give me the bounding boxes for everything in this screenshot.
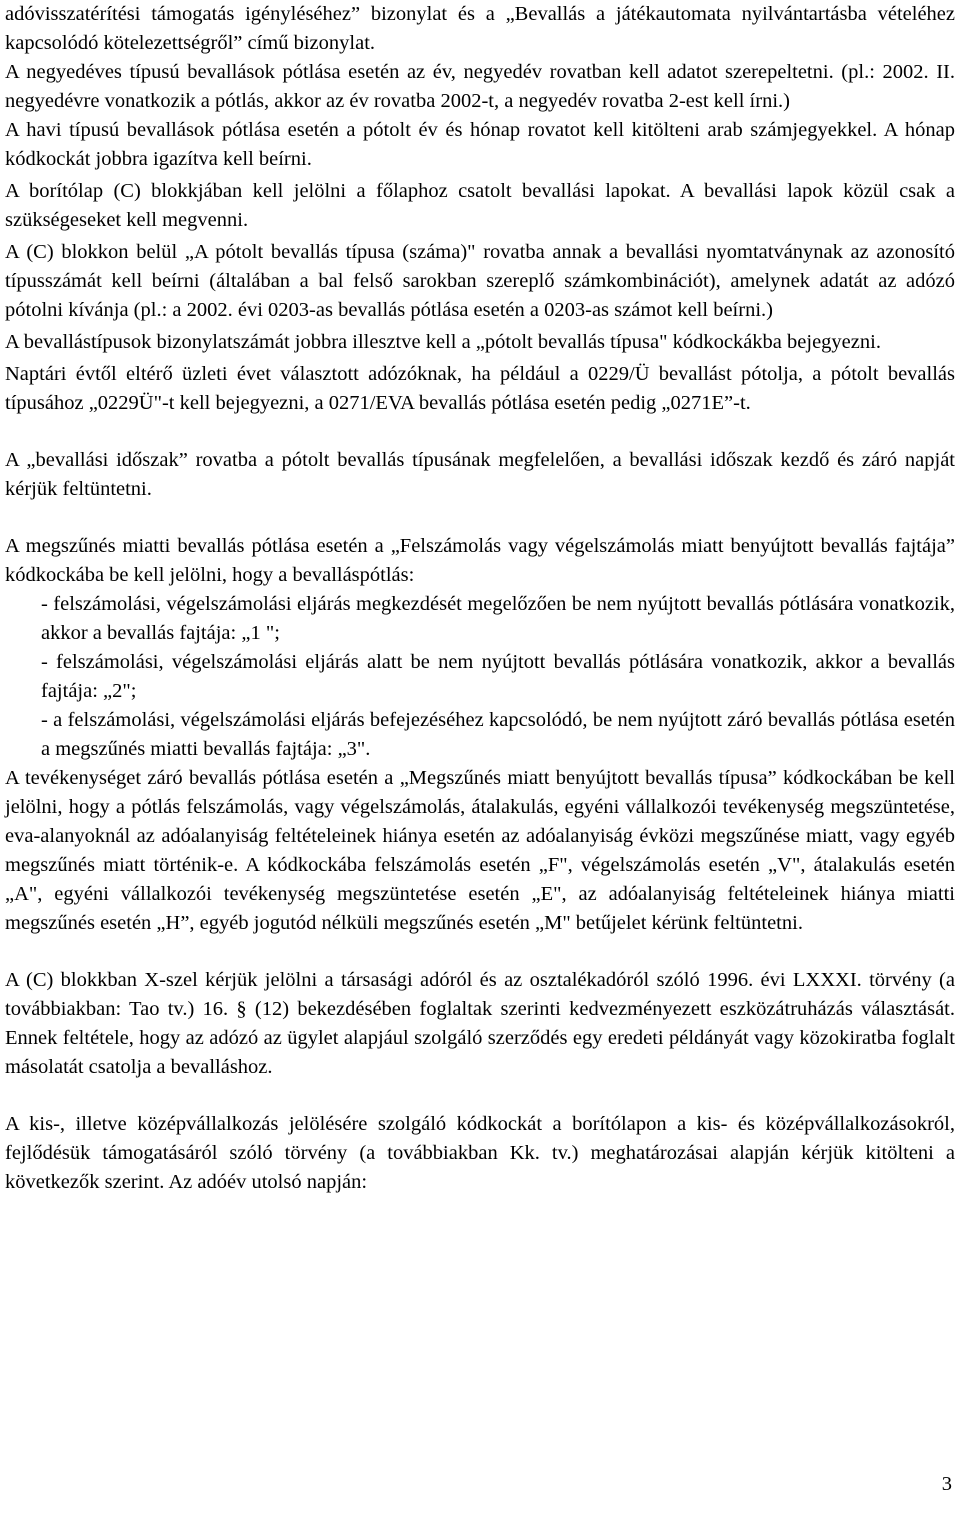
document-page xyxy=(5,0,955,1197)
paragraph-3: A havi típusú bevallások pótlása esetén a pótolt év és hónap rovatot kell kitölteni arab számjegyekkel. A hónap kódkockát jobbra igazítva kell beírni. xyxy=(5,119,955,170)
paragraph-4: A borítólap (C) blokkjában kell jelölni a főlaphoz csatolt bevallási lapokat. A bevallási lapok közül csak a szükségeseket kell megvenni. xyxy=(5,180,955,231)
list-item: - a felszámolási, végelszámolási eljárás befejezéséhez kapcsolódó, be nem nyújtott záró bevallás pótlása esetén a megszűnés miatti bevallás fajtája: „3". xyxy=(41,709,955,760)
paragraph-12: A kis-, illetve középvállalkozás jelölésére szolgáló kódkockát a borítólapon a kis- és középvállalkozásokról, fejlődésük támogatásáról szóló törvény (a továbbiakban Kk. tv.) meghatározásai alapján kérjük kitölteni a következők szerint. Az adóév utolsó napján: xyxy=(5,1113,955,1193)
paragraph-6: A bevallástípusok bizonylatszámát jobbra illesztve kell a „pótolt bevallás típusa" kódkockákba bejegyezni. xyxy=(5,331,881,353)
paragraph-10: A tevékenységet záró bevallás pótlása esetén a „Megszűnés miatt benyújtott bevallás típusa” kódkockában be kell jelölni, hogy a pótlás felszámolás, vagy végelszámolás, átalakulás, egyéni vállalkozói tevékenység megszüntetése, eva-alanyoknál az adóalanyiság feltételeinek hiánya esetén az adóalanyiság évközi megszűnése miatt, vagy egyéb megszűnés miatt történik-e. A kódkockába felszámolás esetén „F", végelszámolás esetén „V", átalakulás esetén „A", egyéni vállalkozói tevékenység megszüntetése esetén „E", az adóalanyiság feltételeinek hiánya miatti megszűnés esetén „H”, egyéb jogutód nélküli megszűnés esetén „M" betűjelet kérünk feltüntetni. xyxy=(5,767,955,934)
liquidation-type-list xyxy=(5,590,955,764)
paragraph-9: A megszűnés miatti bevallás pótlása esetén a „Felszámolás vagy végelszámolás miatt benyújtott bevallás fajtája” kódkockába be kell jelölni, hogy a bevalláspótlás: xyxy=(5,535,955,586)
list-item: - felszámolási, végelszámolási eljárás megkezdését megelőzően be nem nyújtott bevallás pótlására vonatkozik, akkor a bevallás fajtája: „1 "; xyxy=(41,593,955,644)
paragraph-8: A „bevallási időszak” rovatba a pótolt bevallás típusának megfelelően, a bevallási időszak kezdő és záró napját kérjük feltüntetni. xyxy=(5,449,955,500)
paragraph-7: Naptári évtől eltérő üzleti évet választott adózóknak, ha például a 0229/Ü bevallást pótolja, a pótolt bevallás típusához „0229Ü"-t kell bejegyezni, a 0271/EVA bevallás pótlása esetén pedig „0271E”-t. xyxy=(5,363,955,414)
paragraph-5: A (C) blokkon belül „A pótolt bevallás típusa (száma)" rovatba annak a bevallási nyomtatványnak az azonosító típusszámát kell beírni (általában a bal felső sarokban szereplő számkombinációt), amelynek adatát az adózó pótolni kívánja (pl.: a 2002. évi 0203-as bevallás pótlása esetén a 0203-as számot kell beírni.) xyxy=(5,241,955,321)
paragraph-1: adóvisszatérítési támogatás igényléséhez” bizonylat és a „Bevallás a játékautomata nyilvántartásba vételéhez kapcsolódó kötelezettségről” című bizonylat. xyxy=(5,3,955,54)
paragraph-11: A (C) blokkban X-szel kérjük jelölni a társasági adóról és az osztalékadóról szóló 1996. évi LXXXI. törvény (a továbbiakban: Tao tv.) 16. § (12) bekezdésében foglaltak szerinti kedvezményezett eszközátruházás választását. Ennek feltétele, hogy az adózó az ügylet alapjául szolgáló szerződés egy eredeti példányát vagy közokiratba foglalt másolatát csatolja a bevalláshoz. xyxy=(5,969,955,1078)
list-item: - felszámolási, végelszámolási eljárás alatt be nem nyújtott bevallás pótlására vonatkozik, akkor a bevallás fajtája: „2"; xyxy=(41,651,955,702)
page-number: 3 xyxy=(941,1473,952,1495)
paragraph-2: A negyedéves típusú bevallások pótlása esetén az év, negyedév rovatban kell adatot szerepeltetni. (pl.: 2002. II. negyedévre vonatkozik a pótlás, akkor az év rovatba 2002-t, a negyedév rovatba 2-est kell írni.) xyxy=(5,61,955,112)
